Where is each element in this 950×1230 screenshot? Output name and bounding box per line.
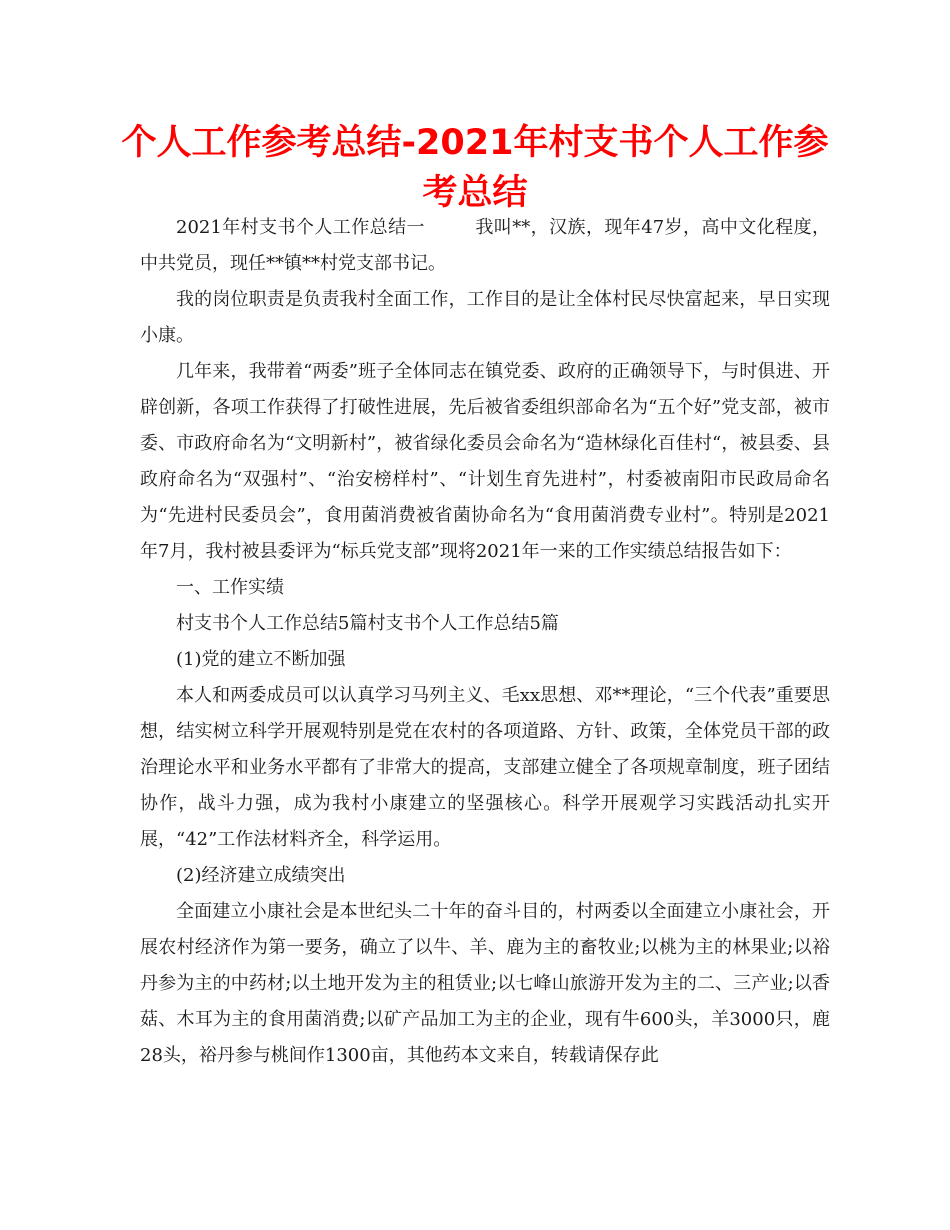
paragraph-duties: 我的岗位职责是负责我村全面工作，工作目的是让全体村民尽快富起来，早日实现小康。 bbox=[140, 289, 830, 346]
section-heading-work-results: 一、工作实绩 bbox=[176, 577, 284, 598]
intro-paragraph bbox=[140, 210, 830, 282]
intro-heading: 2021年村支书个人工作总结一 bbox=[176, 217, 425, 238]
paragraph-economic-building: 全面建立小康社会是本世纪头二十年的奋斗目的，村两委以全面建立小康社会，开展农村经济作为第一要务，确立了以牛、羊、鹿为主的畜牧业;以桃为主的林果业;以裕丹参为主的中药材;以土地开发为主的租赁业;以七峰山旅游开发为主的二、三产业;以香菇、木耳为主的食用菌消费;以矿产品加工为主的企业，现有牛600头，羊3000只，鹿28头，裕丹参与桃间作1300亩，其他药本文来自，转载请保存此 bbox=[140, 901, 830, 1066]
document-body bbox=[140, 210, 830, 1074]
paragraph-achievements-overview: 几年来，我带着“两委”班子全体同志在镇党委、政府的正确领导下，与时俱进、开辟创新，各项工作获得了打破性进展，先后被省委组织部命名为“五个好”党支部，被市委、市政府命名为“文明新村”，被省绿化委员会命名为“造林绿化百佳村“，被县委、县政府命名为“双强村”、“治安榜样村”、“计划生育先进村”，村委被南阳市民政局命名为“先进村民委员会”，食用菌消费被省菌协命名为“食用菌消费专业村”。特别是2021年7月，我村被县委评为“标兵党支部”现将2021年一来的工作实绩总结报告如下： bbox=[140, 361, 830, 562]
subheading-economic-building: (2)经济建立成绩突出 bbox=[176, 865, 346, 886]
paragraph-summary-titles: 村支书个人工作总结5篇村支书个人工作总结5篇 bbox=[176, 613, 559, 634]
document-title: 个人工作参考总结-2021年村支书个人工作参考总结 bbox=[121, 123, 829, 213]
intro-text: 我叫**，汉族，现年47岁，高中文化程度，中共党员，现任**镇**村党支部书记。 bbox=[140, 217, 830, 274]
paragraph-party-building: 本人和两委成员可以认真学习马列主义、毛xx思想、邓**理论，“三个代表”重要思想，结实树立科学开展观特别是党在农村的各项道路、方针、政策，全体党员干部的政治理论水平和业务水平都有了非常大的提高，支部建立健全了各项规章制度，班子团结协作，战斗力强，成为我村小康建立的坚强核心。科学开展观学习实践活动扎实开展，“42”工作法材料齐全，科学运用。 bbox=[140, 685, 830, 850]
subheading-party-building: (1)党的建立不断加强 bbox=[176, 649, 346, 670]
